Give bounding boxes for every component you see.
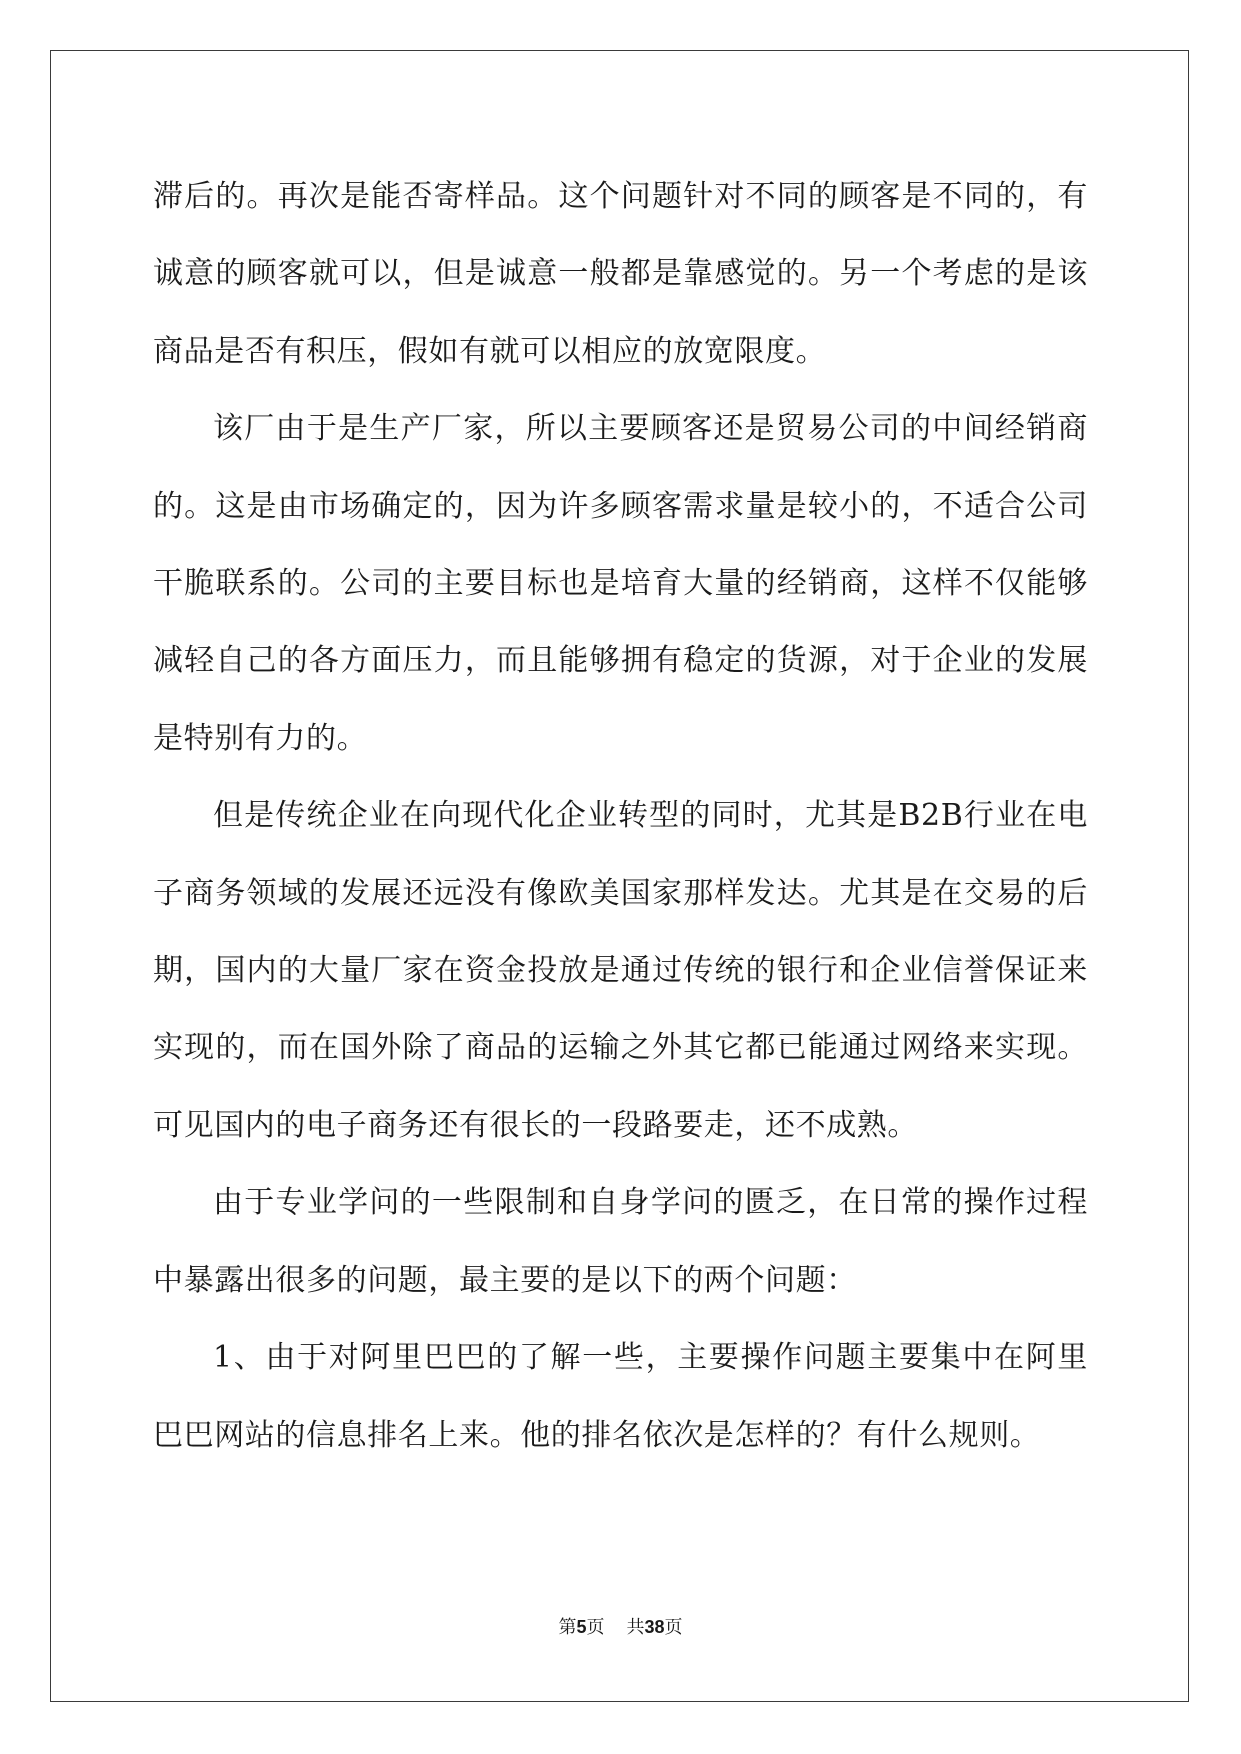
page-number: 5: [576, 1617, 587, 1637]
page-footer: [0, 1613, 1241, 1639]
paragraph: 由于专业学问的一些限制和自身学问的匮乏，在日常的操作过程中暴露出很多的问题，最主要的是以下的两个问题：: [153, 1185, 1088, 1298]
paragraph: 但是传统企业在向现代化企业转型的同时，尤其是B2B行业在电子商务领域的发展还远没有像欧美国家那样发达。尤其是在交易的后期，国内的大量厂家在资金投放是通过传统的银行和企业信誉保证来实现的，而在国外除了商品的运输之外其它都已能通过网络来实现。可见国内的电子商务还有很长的一段路要走，还不成熟。: [153, 798, 1088, 1143]
paragraph: 滞后的。再次是能否寄样品。这个问题针对不同的顾客是不同的，有诚意的顾客就可以，但是诚意一般都是靠感觉的。另一个考虑的是该商品是否有积压，假如有就可以相应的放宽限度。: [153, 179, 1088, 369]
page-suffix: 页: [586, 1617, 605, 1638]
paragraph: 1、由于对阿里巴巴的了解一些，主要操作问题主要集中在阿里巴巴网站的信息排名上来。他的排名依次是怎样的？有什么规则。: [153, 1340, 1088, 1453]
page-prefix: 第: [558, 1617, 577, 1638]
total-pages: 38: [644, 1617, 665, 1637]
total-prefix: 共: [626, 1617, 645, 1638]
total-suffix: 页: [664, 1617, 683, 1638]
paragraph: 该厂由于是生产厂家，所以主要顾客还是贸易公司的中间经销商的。这是由市场确定的，因为许多顾客需求量是较小的，不适合公司干脆联系的。公司的主要目标也是培育大量的经销商，这样不仅能够减轻自己的各方面压力，而且能够拥有稳定的货源，对于企业的发展是特别有力的。: [153, 411, 1088, 756]
document-body: [153, 158, 1088, 1474]
